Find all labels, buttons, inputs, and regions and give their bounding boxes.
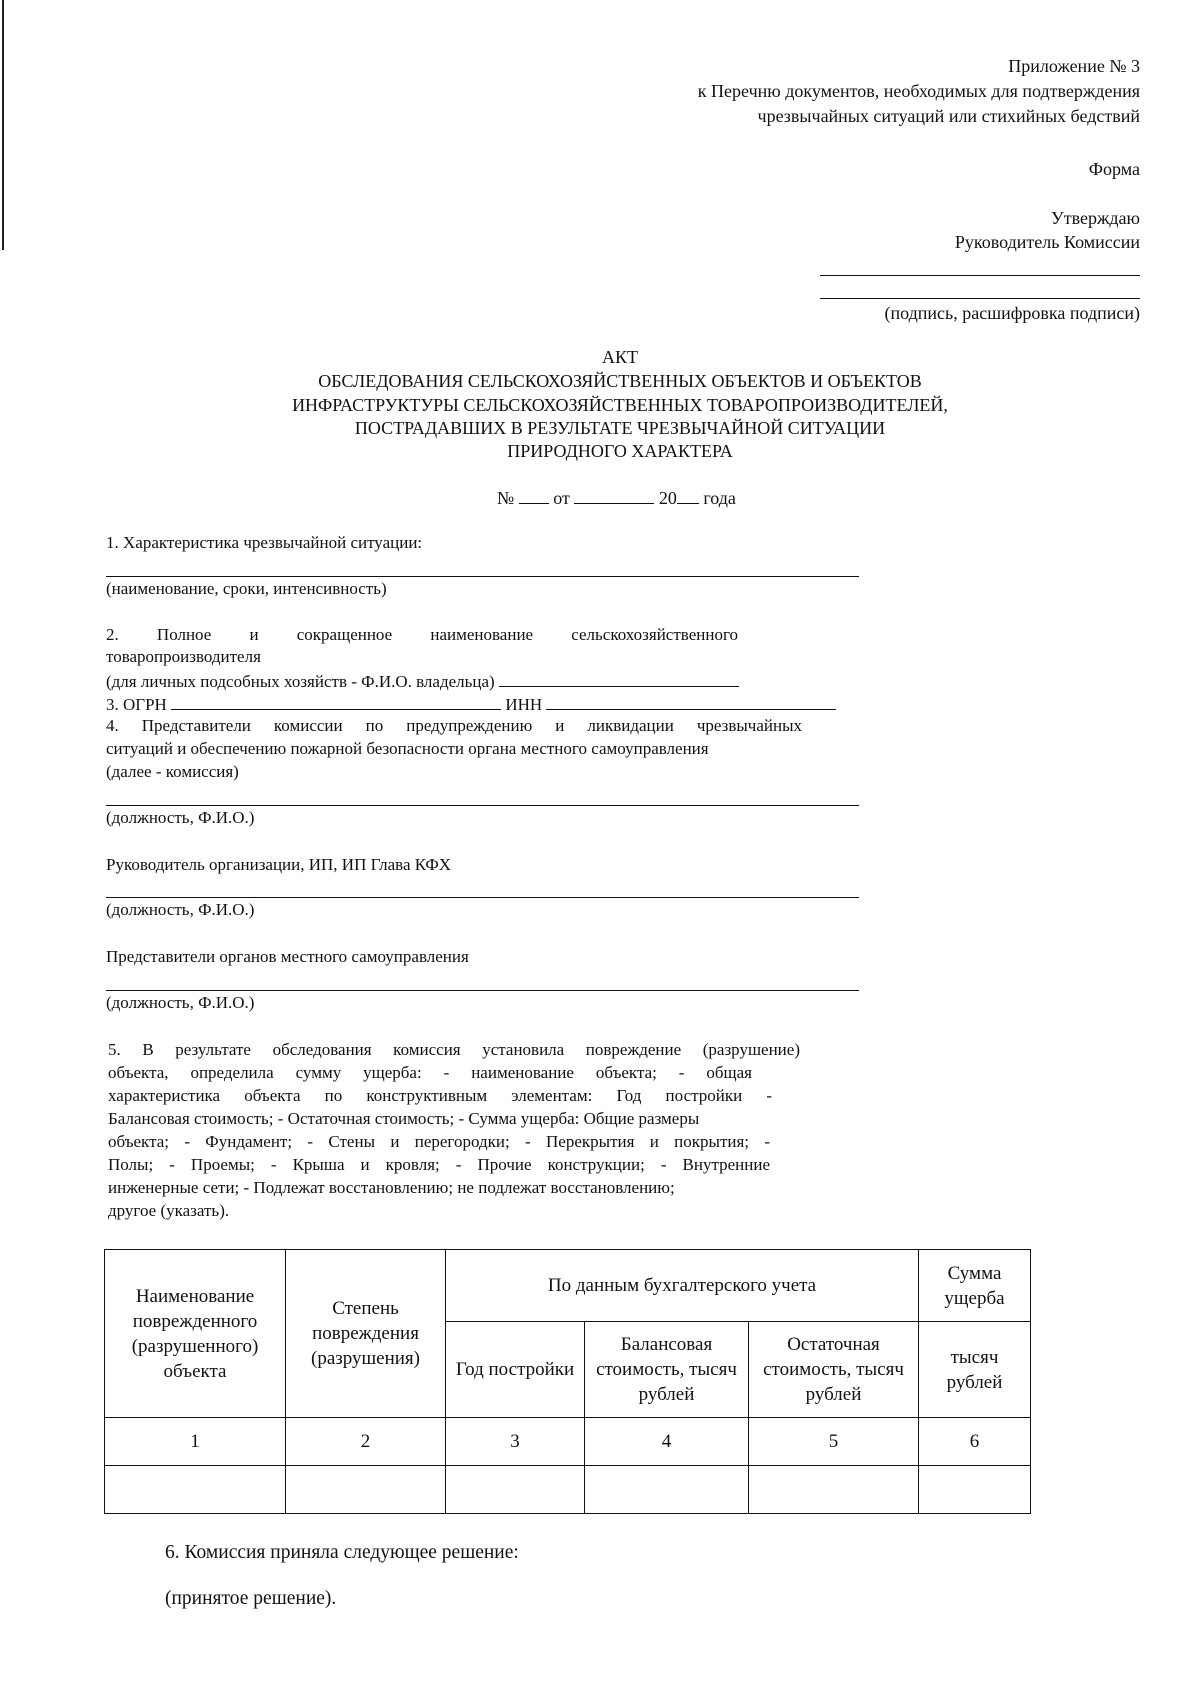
ogrn-label: 3. ОГРН bbox=[106, 695, 167, 714]
header-object-name: Наименование поврежденного (разрушенного) объекта bbox=[105, 1250, 286, 1418]
act-title-line-4: ПОСТРАДАВШИХ В РЕЗУЛЬТАТЕ ЧРЕЗВЫЧАЙНОЙ СИТУАЦИИ bbox=[354, 418, 886, 438]
ogrn-field[interactable] bbox=[171, 692, 501, 710]
act-title-line-3: ИНФРАСТРУКТУРЫ СЕЛЬСКОХОЗЯЙСТВЕННЫХ ТОВАРОПРОИЗВОДИТЕЛЕЙ, bbox=[292, 395, 948, 415]
act-title: АКТ bbox=[602, 347, 638, 367]
appendix-line-1: Приложение № 3 bbox=[1008, 56, 1140, 76]
section-5-line-2: объекта, определила сумму ущерба: - наименование объекта; - общая bbox=[108, 1063, 752, 1082]
appendix-line-2: к Перечню документов, необходимых для подтверждения bbox=[697, 81, 1140, 101]
section-4-line-2: ситуаций и обеспечению пожарной безопасности органа местного самоуправления bbox=[106, 739, 709, 758]
table-row-numbers bbox=[105, 1418, 1031, 1466]
cell-balance-value[interactable] bbox=[585, 1466, 749, 1514]
section-5-line-1: 5. В результате обследования комиссия установила повреждение (разрушение) bbox=[108, 1040, 800, 1059]
section-4-line-1: 4. Представители комиссии по предупреждению и ликвидации чрезвычайных bbox=[106, 716, 802, 735]
section-3-line bbox=[106, 692, 866, 716]
section-1-caption: (наименование, сроки, интенсивность) bbox=[106, 579, 387, 598]
header-balance-value: Балансовая стоимость, тысяч рублей bbox=[585, 1322, 749, 1418]
column-number-1: 1 bbox=[105, 1418, 286, 1466]
number-sign: № bbox=[497, 488, 515, 508]
appendix-line-3: чрезвычайных ситуаций или стихийных бедствий bbox=[757, 106, 1140, 126]
header-damage-sum: Сумма ущерба bbox=[919, 1250, 1031, 1322]
section-5-line-4: Балансовая стоимость; - Остаточная стоимость; - Сумма ущерба: Общие размеры bbox=[108, 1109, 700, 1128]
section-2-line-3 bbox=[106, 669, 866, 693]
section-1-label: 1. Характеристика чрезвычайной ситуации: bbox=[106, 533, 423, 552]
local-gov-input-line[interactable] bbox=[106, 990, 859, 991]
column-number-3: 3 bbox=[446, 1418, 585, 1466]
commission-input-line[interactable] bbox=[106, 805, 859, 806]
act-date-field[interactable] bbox=[574, 486, 654, 504]
cell-damage-sum[interactable] bbox=[919, 1466, 1031, 1514]
damage-table bbox=[104, 1249, 1031, 1514]
act-number-line bbox=[497, 486, 857, 510]
approve-role: Руководитель Комиссии bbox=[954, 232, 1140, 252]
column-number-5: 5 bbox=[749, 1418, 919, 1466]
cell-build-year[interactable] bbox=[446, 1466, 585, 1514]
inn-field[interactable] bbox=[546, 692, 836, 710]
section-4-line-3: (далее - комиссия) bbox=[106, 762, 239, 781]
header-accounting-group: По данным бухгалтерского учета bbox=[446, 1250, 919, 1322]
section-5-line-3: характеристика объекта по конструктивным элементам: Год постройки - bbox=[108, 1086, 772, 1105]
year-suffix: года bbox=[703, 488, 736, 508]
signature-line-2 bbox=[820, 298, 1140, 299]
section-2-owner-label: (для личных подсобных хозяйств - Ф.И.О. владельца) bbox=[106, 672, 495, 691]
cell-object-name[interactable] bbox=[105, 1466, 286, 1514]
header-damage-degree: Степень повреждения (разрушения) bbox=[286, 1250, 446, 1418]
act-title-line-5: ПРИРОДНОГО ХАРАКТЕРА bbox=[507, 441, 733, 461]
local-gov-label: Представители органов местного самоуправления bbox=[106, 947, 469, 966]
act-number-field[interactable] bbox=[519, 486, 549, 504]
inn-label: ИНН bbox=[505, 695, 543, 714]
approve-label: Утверждаю bbox=[1050, 208, 1140, 228]
signature-caption: (подпись, расшифровка подписи) bbox=[884, 303, 1140, 323]
local-gov-caption: (должность, Ф.И.О.) bbox=[106, 993, 255, 1012]
header-sum-unit: тысяч рублей bbox=[919, 1322, 1031, 1418]
header-build-year: Год постройки bbox=[446, 1322, 585, 1418]
section-6-caption: (принятое решение). bbox=[165, 1588, 337, 1609]
owner-name-field[interactable] bbox=[499, 669, 739, 687]
commission-caption: (должность, Ф.И.О.) bbox=[106, 808, 255, 827]
head-label: Руководитель организации, ИП, ИП Глава КФХ bbox=[106, 855, 452, 874]
from-label: от bbox=[553, 488, 570, 508]
column-number-2: 2 bbox=[286, 1418, 446, 1466]
table-row[interactable] bbox=[105, 1466, 1031, 1514]
form-label: Форма bbox=[1088, 159, 1140, 179]
section-5-line-8: другое (указать). bbox=[108, 1201, 230, 1220]
act-title-line-2: ОБСЛЕДОВАНИЯ СЕЛЬСКОХОЗЯЙСТВЕННЫХ ОБЪЕКТОВ И ОБЪЕКТОВ bbox=[318, 371, 922, 391]
column-number-4: 4 bbox=[585, 1418, 749, 1466]
head-input-line[interactable] bbox=[106, 897, 859, 898]
section-2-line-1: 2. Полное и сокращенное наименование сельскохозяйственного bbox=[106, 625, 738, 644]
act-year-field[interactable] bbox=[677, 486, 699, 504]
section-1-input-line[interactable] bbox=[106, 576, 859, 577]
section-6-label: 6. Комиссия приняла следующее решение: bbox=[165, 1542, 519, 1563]
column-number-6: 6 bbox=[919, 1418, 1031, 1466]
section-5-line-5: объекта; - Фундамент; - Стены и перегородки; - Перекрытия и покрытия; - bbox=[108, 1132, 770, 1151]
cell-residual-value[interactable] bbox=[749, 1466, 919, 1514]
cell-damage-degree[interactable] bbox=[286, 1466, 446, 1514]
head-caption: (должность, Ф.И.О.) bbox=[106, 900, 255, 919]
section-2-line-2: товаропроизводителя bbox=[106, 647, 261, 666]
section-5-line-6: Полы; - Проемы; - Крыша и кровля; - Прочие конструкции; - Внутренние bbox=[108, 1155, 770, 1174]
signature-line-1 bbox=[820, 275, 1140, 276]
year-prefix: 20 bbox=[658, 488, 677, 508]
section-5-line-7: инженерные сети; - Подлежат восстановлению; не подлежат восстановлению; bbox=[108, 1178, 675, 1197]
header-residual-value: Остаточная стоимость, тысяч рублей bbox=[749, 1322, 919, 1418]
